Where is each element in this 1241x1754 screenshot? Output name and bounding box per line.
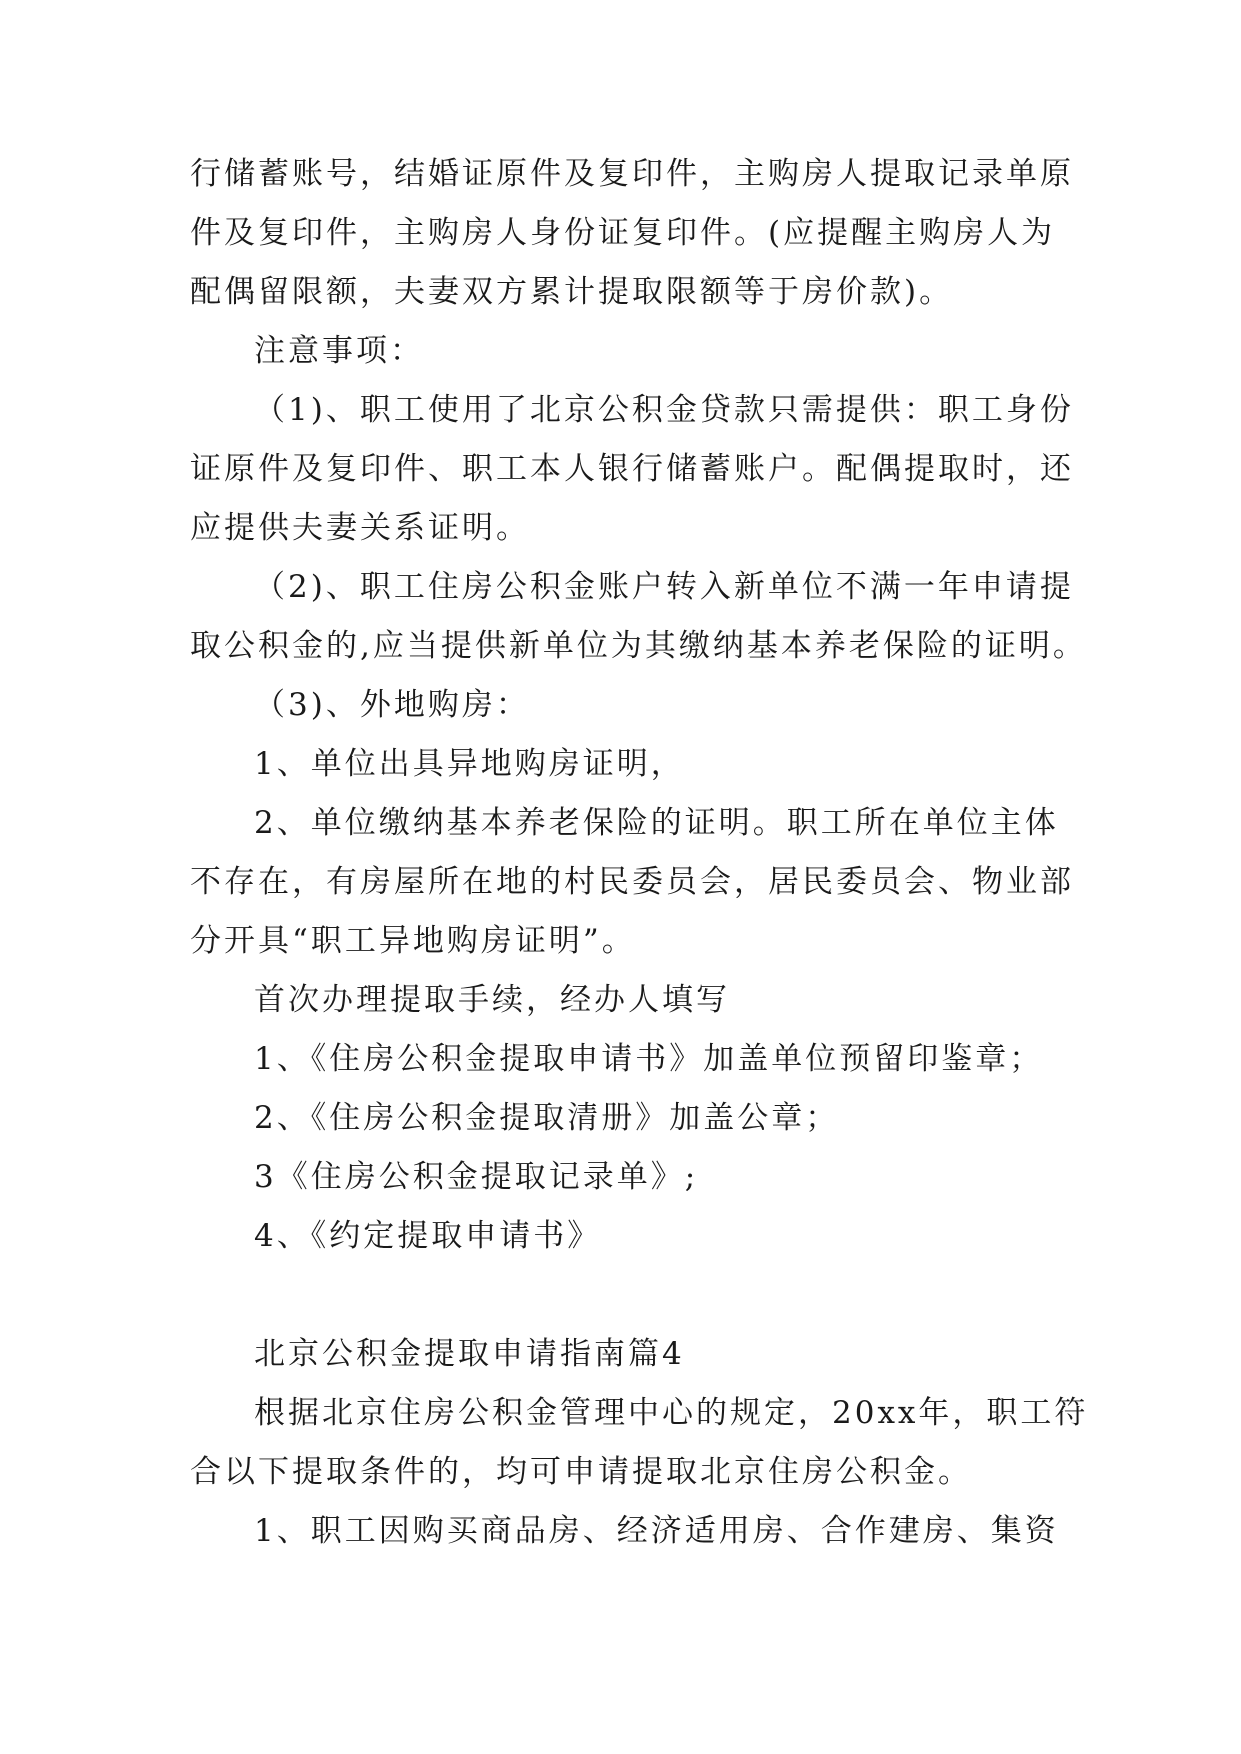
- body-line: 配偶留限额，夫妻双方累计提取限额等于房价款)。: [190, 274, 954, 310]
- body-line: 不存在，有房屋所在地的村民委员会，居民委员会、物业部: [190, 864, 1074, 900]
- body-line: 分开具“职工异地购房证明”。: [190, 923, 636, 959]
- paragraph-spacer: [190, 1266, 1050, 1325]
- body-line: 取公积金的,应当提供新单位为其缴纳基本养老保险的证明。: [190, 628, 1087, 664]
- section-heading-notes: 注意事项：: [254, 333, 424, 369]
- document-body: [190, 145, 1089, 1561]
- body-line: （1)、职工使用了北京公积金贷款只需提供：职工身份: [254, 392, 1074, 428]
- body-line: 行储蓄账号，结婚证原件及复印件，主购房人提取记录单原: [190, 156, 1074, 192]
- body-line: 件及复印件，主购房人身份证复印件。(应提醒主购房人为: [190, 215, 1056, 251]
- section-title: 北京公积金提取申请指南篇4: [254, 1336, 685, 1372]
- list-item: 4、《约定提取申请书》: [254, 1218, 602, 1254]
- list-item: 1、单位出具异地购房证明，: [254, 746, 685, 782]
- body-line: （2)、职工住房公积金账户转入新单位不满一年申请提: [254, 569, 1074, 605]
- list-item: 1、职工因购买商品房、经济适用房、合作建房、集资: [254, 1513, 1059, 1549]
- list-item: 2、单位缴纳基本养老保险的证明。职工所在单位主体: [254, 805, 1059, 841]
- body-line: （3)、外地购房：: [254, 687, 530, 723]
- body-line: 合以下提取条件的，均可申请提取北京住房公积金。: [190, 1454, 972, 1490]
- body-line: 根据北京住房公积金管理中心的规定，20xx年，职工符: [254, 1395, 1089, 1431]
- body-line: 应提供夫妻关系证明。: [190, 510, 530, 546]
- list-item: 3《住房公积金提取记录单》;: [254, 1159, 699, 1195]
- body-line: 首次办理提取手续，经办人填写: [254, 982, 730, 1018]
- list-item: 1、《住房公积金提取申请书》加盖单位预留印鉴章；: [254, 1041, 1044, 1077]
- list-item: 2、《住房公积金提取清册》加盖公章；: [254, 1100, 840, 1136]
- body-line: 证原件及复印件、职工本人银行储蓄账户。配偶提取时，还: [190, 451, 1074, 487]
